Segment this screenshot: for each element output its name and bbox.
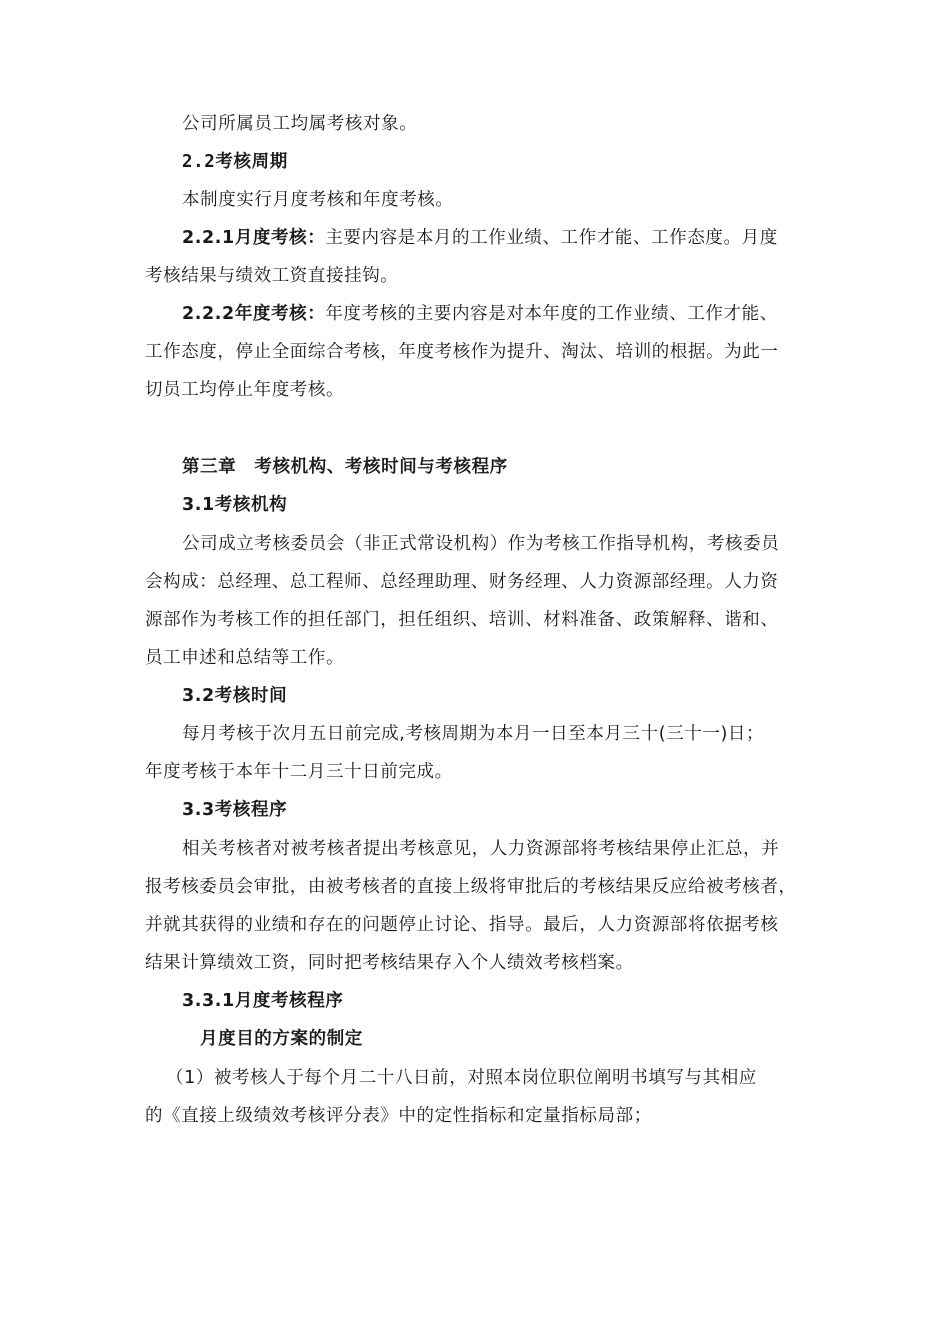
paragraph-line: 每月考核于次月五日前完成,考核周期为本月一日至本月三十(三十一)日； — [182, 724, 765, 744]
paragraph-line: 的《直接上级绩效考核评分表》中的定性指标和定量指标局部； — [145, 1106, 652, 1126]
paragraph-line: 工作态度，停止全面综合考核，年度考核作为提升、淘汰、培训的根据。为此一 — [145, 342, 779, 362]
paragraph-line: 公司所属员工均属考核对象。 — [182, 114, 418, 134]
paragraph-line: 报考核委员会审批，由被考核者的直接上级将审批后的考核结果反应给被考核者， — [145, 877, 797, 897]
paragraph-line: 员工申述和总结等工作。 — [145, 648, 345, 668]
paragraph-line: 并就其获得的业绩和存在的问题停止讨论、指导。最后，人力资源部将依据考核 — [145, 915, 779, 935]
paragraph-line: 考核结果与绩效工资直接挂钩。 — [145, 266, 399, 286]
subsection-heading: 月度目的方案的制定 — [200, 1029, 363, 1049]
subsection-heading: 2.2.1月度考核： — [182, 228, 326, 248]
paragraph-line: 结果计算绩效工资，同时把考核结果存入个人绩效考核档案。 — [145, 953, 634, 973]
paragraph-line: 源部作为考核工作的担任部门，担任组织、培训、材料准备、政策解释、谐和、 — [145, 610, 779, 630]
section-heading: 3.2考核时间 — [182, 686, 288, 706]
paragraph-line: 本制度实行月度考核和年度考核。 — [182, 190, 454, 210]
section-heading: 3.1考核机构 — [182, 495, 288, 515]
paragraph-text: 年度考核的主要内容是对本年度的工作业绩、工作才能、 — [325, 304, 778, 324]
paragraph-line: 切员工均停止年度考核。 — [145, 380, 345, 400]
paragraph-line: 年度考核于本年十二月三十日前完成。 — [145, 762, 453, 782]
paragraph-line: 相关考核者对被考核者提出考核意见，人力资源部将考核结果停止汇总，并 — [182, 839, 780, 859]
paragraph-text: 主要内容是本月的工作业绩、工作才能、工作态度。月度 — [325, 228, 778, 248]
paragraph-line — [182, 226, 778, 250]
subsection-heading: 3.3.1月度考核程序 — [182, 991, 344, 1011]
paragraph-line: （1）被考核人于每个月二十八日前，对照本岗位职位阐明书填写与其相应 — [166, 1068, 757, 1088]
subsection-heading: 2.2.2年度考核： — [182, 304, 326, 324]
chapter-heading: 第三章 考核机构、考核时间与考核程序 — [182, 457, 508, 477]
paragraph-line — [182, 302, 778, 326]
paragraph-line: 会构成：总经理、总工程师、总经理助理、财务经理、人力资源部经理。人力资 — [145, 572, 779, 592]
section-heading: 2.2考核周期 — [182, 152, 288, 172]
paragraph-line: 公司成立考核委员会（非正式常设机构）作为考核工作指导机构，考核委员 — [182, 534, 780, 554]
section-heading: 3.3考核程序 — [182, 800, 288, 820]
